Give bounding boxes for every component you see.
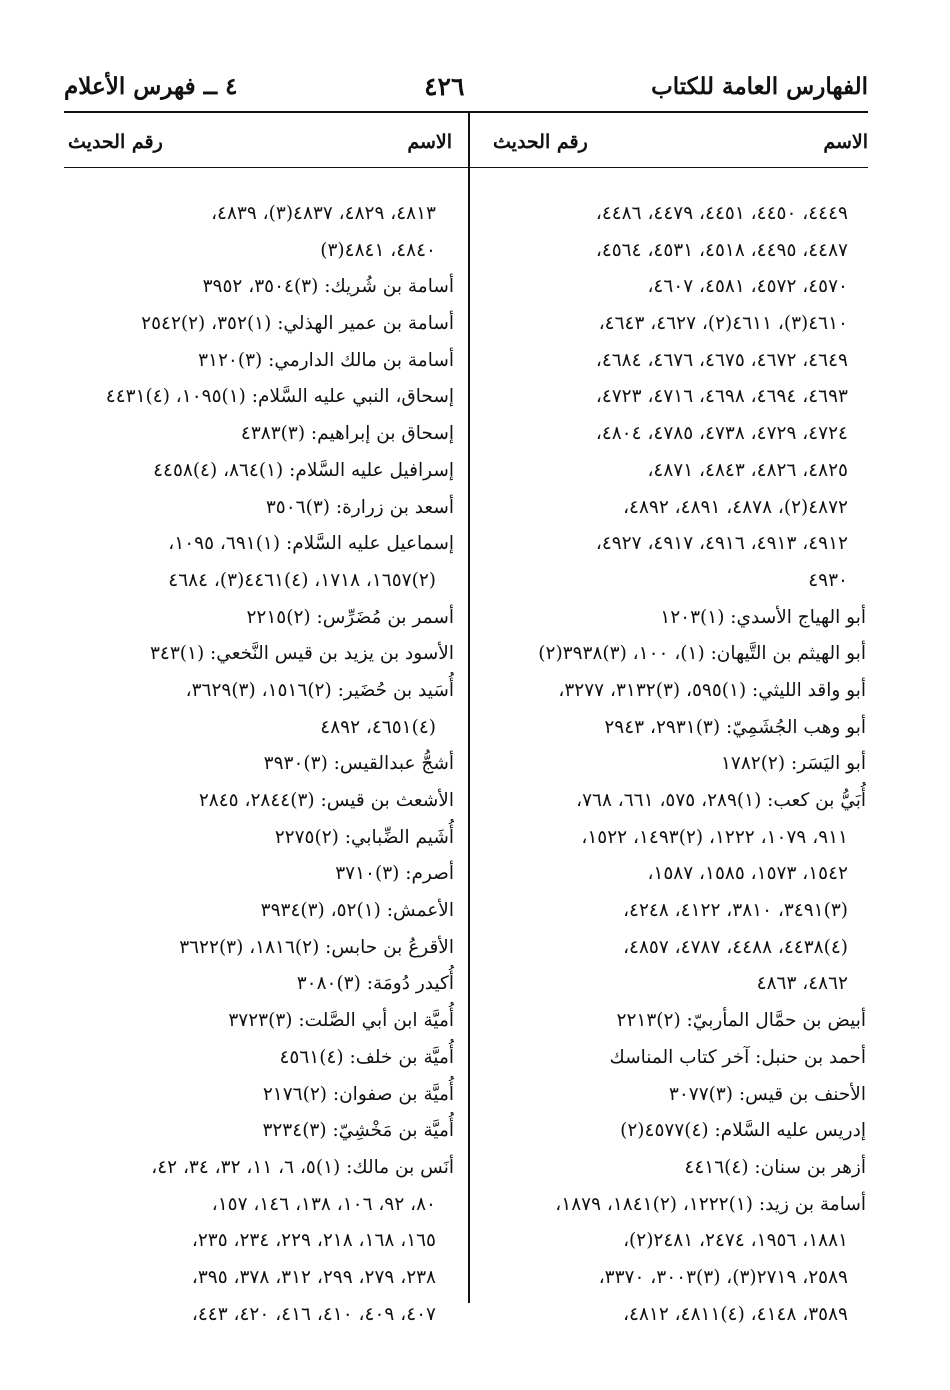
index-entry: أبيض بن حمَّال المأربيّ: (٢)٢٢١٣	[616, 1010, 866, 1032]
index-entry: إسحاق بن إبراهيم: (٣)٤٣٨٣	[240, 423, 454, 445]
book-index-title: الفهارس العامة للكتاب	[651, 72, 868, 100]
index-line: ٤٦١٠(٣)، ٤٦١١(٢)، ٤٦٢٧، ٤٦٤٣،	[598, 313, 848, 335]
index-entry: أزهر بن سنان: (٤)٤٤١٦	[684, 1156, 866, 1178]
column-header-rule	[64, 167, 868, 168]
index-line: ٢٣٨، ٢٧٩، ٢٩٩، ٣١٢، ٣٧٨، ٣٩٥،	[191, 1266, 436, 1288]
index-line: ٤٩٣٠	[808, 569, 848, 591]
index-entry: أُسَيد بن حُضَير: (٢)١٥١٦، (٣)٣٦٢٩،	[185, 679, 454, 701]
index-line: ١٦٥، ١٦٨، ٢١٨، ٢٢٩، ٢٣٤، ٢٣٥،	[191, 1230, 436, 1252]
index-entry: الأحنف بن قيس: (٣)٣٠٧٧	[668, 1083, 866, 1105]
left-column-header	[68, 124, 452, 160]
index-entry: أشجُّ عبدالقيس: (٣)٣٩٣٠	[263, 753, 454, 775]
index-line: ١٥٤٢، ١٥٧٣، ١٥٨٥، ١٥٨٧،	[647, 863, 848, 885]
index-line: (٣)٣٤٩١، ٣٨١٠، ٤١٢٢، ٤٢٤٨،	[623, 900, 848, 922]
index-line: ٤٦٩٣، ٤٦٩٤، ٤٦٩٨، ٤٧١٦، ٤٧٢٣،	[595, 386, 848, 408]
index-line: ٨٠، ٩٢، ١٠٦، ١٣٨، ١٤٦، ١٥٧،	[211, 1193, 436, 1215]
index-entry: الأسود بن يزيد بن قيس النَّخعي: (١)٣٤٣	[149, 643, 454, 665]
index-entry: أبو الهيثم بن التَّيهان: (١)، ١٠٠، (٣)٣٩٣٨(٢)	[538, 643, 866, 665]
index-entry: إسماعيل عليه السَّلام: (١)٦٩١، ١٠٩٥،	[168, 533, 454, 555]
index-entry: أحمد بن حنبل: آخر كتاب المناسك	[609, 1046, 866, 1068]
index-entry: أسمر بن مُضَرِّس: (٢)٢٢١٥	[246, 606, 454, 628]
right-column	[493, 196, 866, 1333]
index-entry: أُميَّة بن صفوان: (٢)٢١٧٦	[262, 1083, 454, 1105]
index-entry: أُكيدر دُومَة: (٣)٣٠٨٠	[296, 973, 454, 995]
page-number: ٤٢٦	[424, 71, 465, 101]
header-rule	[64, 111, 868, 113]
index-line: ٩١١، ١٠٧٩، ١٢٢٢، (٢)١٤٩٣، ١٥٢٢،	[581, 826, 848, 848]
page-header	[64, 66, 868, 106]
index-entry: أبو واقد الليثي: (١)٥٩٥، (٣)٣١٣٢، ٣٢٧٧،	[558, 679, 866, 701]
index-entry: أنَس بن مالك: (١)٥، ٦، ١١، ٣٢، ٣٤، ٤٢،	[151, 1156, 454, 1178]
index-line: ٣٥٨٩، ٤١٤٨، (٤)٤٨١١، ٤٨١٢،	[623, 1303, 848, 1325]
index-entry: الأقرعُ بن حابس: (٢)١٨١٦، (٣)٣٦٢٢	[179, 936, 454, 958]
index-line: (٤)٤٦٥١، ٤٨٩٢	[320, 716, 436, 738]
section-title: ٤ ــ فهرس الأعلام	[64, 72, 238, 100]
index-entry: أُميَّة ابن أبي الصَّلت: (٣)٣٧٢٣	[228, 1010, 454, 1032]
right-column-header	[493, 124, 868, 160]
name-column-label: الاسم	[407, 131, 452, 153]
index-entry: أصرم: (٣)٣٧١٠	[335, 863, 454, 885]
index-line: ٤٤٨٧، ٤٤٩٥، ٤٥١٨، ٤٥٣١، ٤٥٦٤،	[595, 239, 848, 261]
index-line: (٤)٤٤٣٨، ٤٤٨٨، ٤٧٨٧، ٤٨٥٧،	[623, 936, 848, 958]
index-line: (٢)١٦٥٧، ١٧١٨، (٤)٤٤٦١(٣)، ٤٦٨٤	[168, 569, 436, 591]
name-column-label: الاسم	[823, 131, 868, 153]
index-entry: إسرافيل عليه السَّلام: (١)٨٦٤، (٤)٤٤٥٨	[153, 459, 454, 481]
index-line: ٤٤٤٩، ٤٤٥٠، ٤٤٥١، ٤٤٧٩، ٤٤٨٦،	[595, 203, 848, 224]
index-line: ٤٨٦٢، ٤٨٦٣	[756, 973, 848, 995]
hadith-number-column-label: رقم الحديث	[493, 131, 588, 153]
index-entry: أسامة بن زيد: (١)١٢٢٢، (٢)١٨٤١، ١٨٧٩،	[555, 1193, 866, 1215]
index-line: ٢٥٨٩، ٢٧١٩(٣)، (٣)٣٠٠٣، ٣٣٧٠،	[598, 1266, 848, 1288]
index-entry: أبو الهياج الأسدي: (١)١٢٠٣	[660, 606, 866, 628]
index-line: ٤٨٧٢(٢)، ٤٨٧٨، ٤٨٩١، ٤٨٩٢،	[623, 496, 848, 518]
index-line: ٤٨١٣، ٤٨٢٩، ٤٨٣٧(٣)، ٤٨٣٩،	[211, 203, 436, 224]
index-line: ٤٩١٢، ٤٩١٣، ٤٩١٦، ٤٩١٧، ٤٩٢٧،	[595, 533, 848, 555]
left-column	[66, 196, 454, 1333]
index-entry: إدريس عليه السَّلام: (٤)٤٥٧٧(٢)	[620, 1120, 866, 1142]
index-line: ٤٨٢٥، ٤٨٢٦، ٤٨٤٣، ٤٨٧١،	[647, 459, 848, 481]
index-line: ٤٥٧٠، ٤٥٧٢، ٤٥٨١، ٤٦٠٧،	[647, 276, 848, 298]
index-entry: إسحاق، النبي عليه السَّلام: (١)١٠٩٥، (٤)٤٤٣١	[105, 386, 454, 408]
index-entry: أسعد بن زرارة: (٣)٣٥٠٦	[265, 496, 454, 518]
index-entry: أسامة بن شُريك: (٣)٣٥٠٤، ٣٩٥٢	[202, 276, 454, 298]
index-entry: الأشعث بن قيس: (٣)٢٨٤٤، ٢٨٤٥	[198, 790, 454, 811]
column-divider	[468, 113, 470, 1303]
index-entry: الأعمش: (١)٥٢، (٣)٣٩٣٤	[260, 900, 454, 922]
index-line: ٤٧٢٤، ٤٧٢٩، ٤٧٣٨، ٤٧٨٥، ٤٨٠٤،	[595, 423, 848, 445]
index-entry: أسامة بن مالك الدارمي: (٣)٣١٢٠	[198, 349, 454, 371]
index-line: ٤٦٤٩، ٤٦٧٢، ٤٦٧٥، ٤٦٧٦، ٤٦٨٤،	[595, 349, 848, 371]
index-entry: أُبَيُّ بن كعب: (١)٢٨٩، ٥٧٥، ٦٦١، ٧٦٨،	[576, 790, 866, 811]
index-entry: أُميَّة بن خلف: (٤)٤٥٦١	[279, 1046, 454, 1068]
index-line: ١٨٨١، ١٩٥٦، ٢٤٧٤، ٢٤٨١(٢)،	[623, 1230, 848, 1252]
index-entry: أبو وهب الجُشَمِيّ: (٣)٢٩٣١، ٢٩٤٣	[604, 716, 866, 738]
index-entry: أبو اليَسَر: (٢)١٧٨٢	[720, 753, 866, 775]
index-entry: أسامة بن عمير الهذلي: (١)٣٥٢، (٢)٢٥٤٢	[141, 313, 454, 335]
index-entry: أُميَّة بن مَخْشِيّ: (٣)٣٢٣٤	[262, 1120, 454, 1142]
index-entry: أُشَيم الضِّبابي: (٢)٢٢٧٥	[274, 826, 454, 848]
index-line: ٤٠٧، ٤٠٩، ٤١٠، ٤١٦، ٤٢٠، ٤٤٣،	[191, 1303, 436, 1325]
index-line: ٤٨٤٠، ٤٨٤١(٣)	[320, 239, 436, 261]
hadith-number-column-label: رقم الحديث	[68, 131, 163, 153]
